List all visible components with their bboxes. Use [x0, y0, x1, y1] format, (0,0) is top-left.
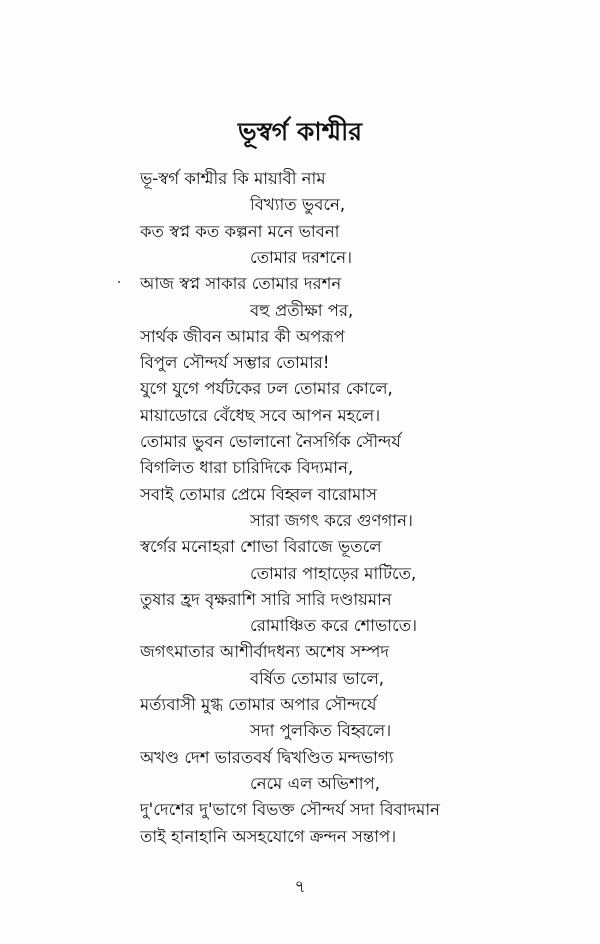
poem-line: বিখ্যাত ভুবনে, [250, 195, 346, 215]
poem-line: সদা পুলকিত বিহ্বলে। [250, 721, 392, 741]
poem-line: তোমার পাহাড়ের মাটিতে, [250, 563, 417, 583]
poem-line: স্বর্গের মনোহরা শোভা বিরাজে ভূতলে [140, 537, 382, 557]
page-number: ৭ [294, 877, 306, 897]
poem-line: অখণ্ড দেশ ভারতবর্ষ দ্বিখণ্ডিত মন্দভাগ্য [140, 747, 394, 767]
poem-line: আজ স্বপ্ন সাকার তোমার দরশন [140, 274, 342, 294]
poem-line: বিপুল সৌন্দর্য সম্ভার তোমার! [140, 353, 330, 373]
poem-line: ভূ-স্বর্গ কাশ্মীর কি মায়াবী নাম [140, 169, 326, 188]
poem-line: বিগলিত ধারা চারিদিকে বিদ্যমান, [140, 458, 354, 478]
poem-line: রোমাঞ্চিত করে শোভাতে। [250, 616, 417, 636]
poem-line: কত স্বপ্ন কত কল্পনা মনে ভাবনা [140, 221, 340, 241]
poem-line: দু'দেশের দু'ভাগে বিভক্ত সৌন্দর্য সদা বিবাদমান [140, 800, 440, 820]
poem-line: তুষার হ্রদ বৃক্ষরাশি সারি সারি দণ্ডায়মান [140, 589, 392, 609]
poem-line: তাই হানাহানি অসহযোগে ক্রন্দন সন্তাপ। [140, 826, 397, 846]
poem-line: বহু প্রতীক্ষা পর, [250, 300, 354, 320]
poem-line: নেমে এল অভিশাপ, [250, 773, 380, 793]
poem-line: সবাই তোমার প্রেমে বিহ্বল বারোমাস [140, 484, 378, 504]
poem-line: বর্ষিত তোমার ভালে, [250, 668, 385, 688]
poem-line: সার্থক জীবন আমার কী অপরূপ [140, 326, 345, 346]
poem-line: তোমার ভুবন ভোলানো নৈসর্গিক সৌন্দর্য [140, 432, 401, 451]
poem-line: যুগে যুগে পর্যটকের ঢল তোমার কোলে, [140, 379, 393, 399]
poem-line: মায়াডোরে বেঁধেছ সবে আপন মহলে। [140, 405, 381, 425]
poem-line: জগৎমাতার আশীর্বাদধন্য অশেষ সম্পদ [140, 642, 390, 662]
poem-line: মর্ত্যবাসী মুগ্ধ তোমার অপার সৌন্দর্যে [140, 695, 377, 714]
ink-speck [118, 281, 120, 283]
poem-line: তোমার দরশনে। [250, 247, 353, 267]
poem-title: ভূস্বর্গ কাশ্মীর [237, 117, 363, 146]
poem-line: সারা জগৎ করে গুণগান। [250, 510, 413, 530]
